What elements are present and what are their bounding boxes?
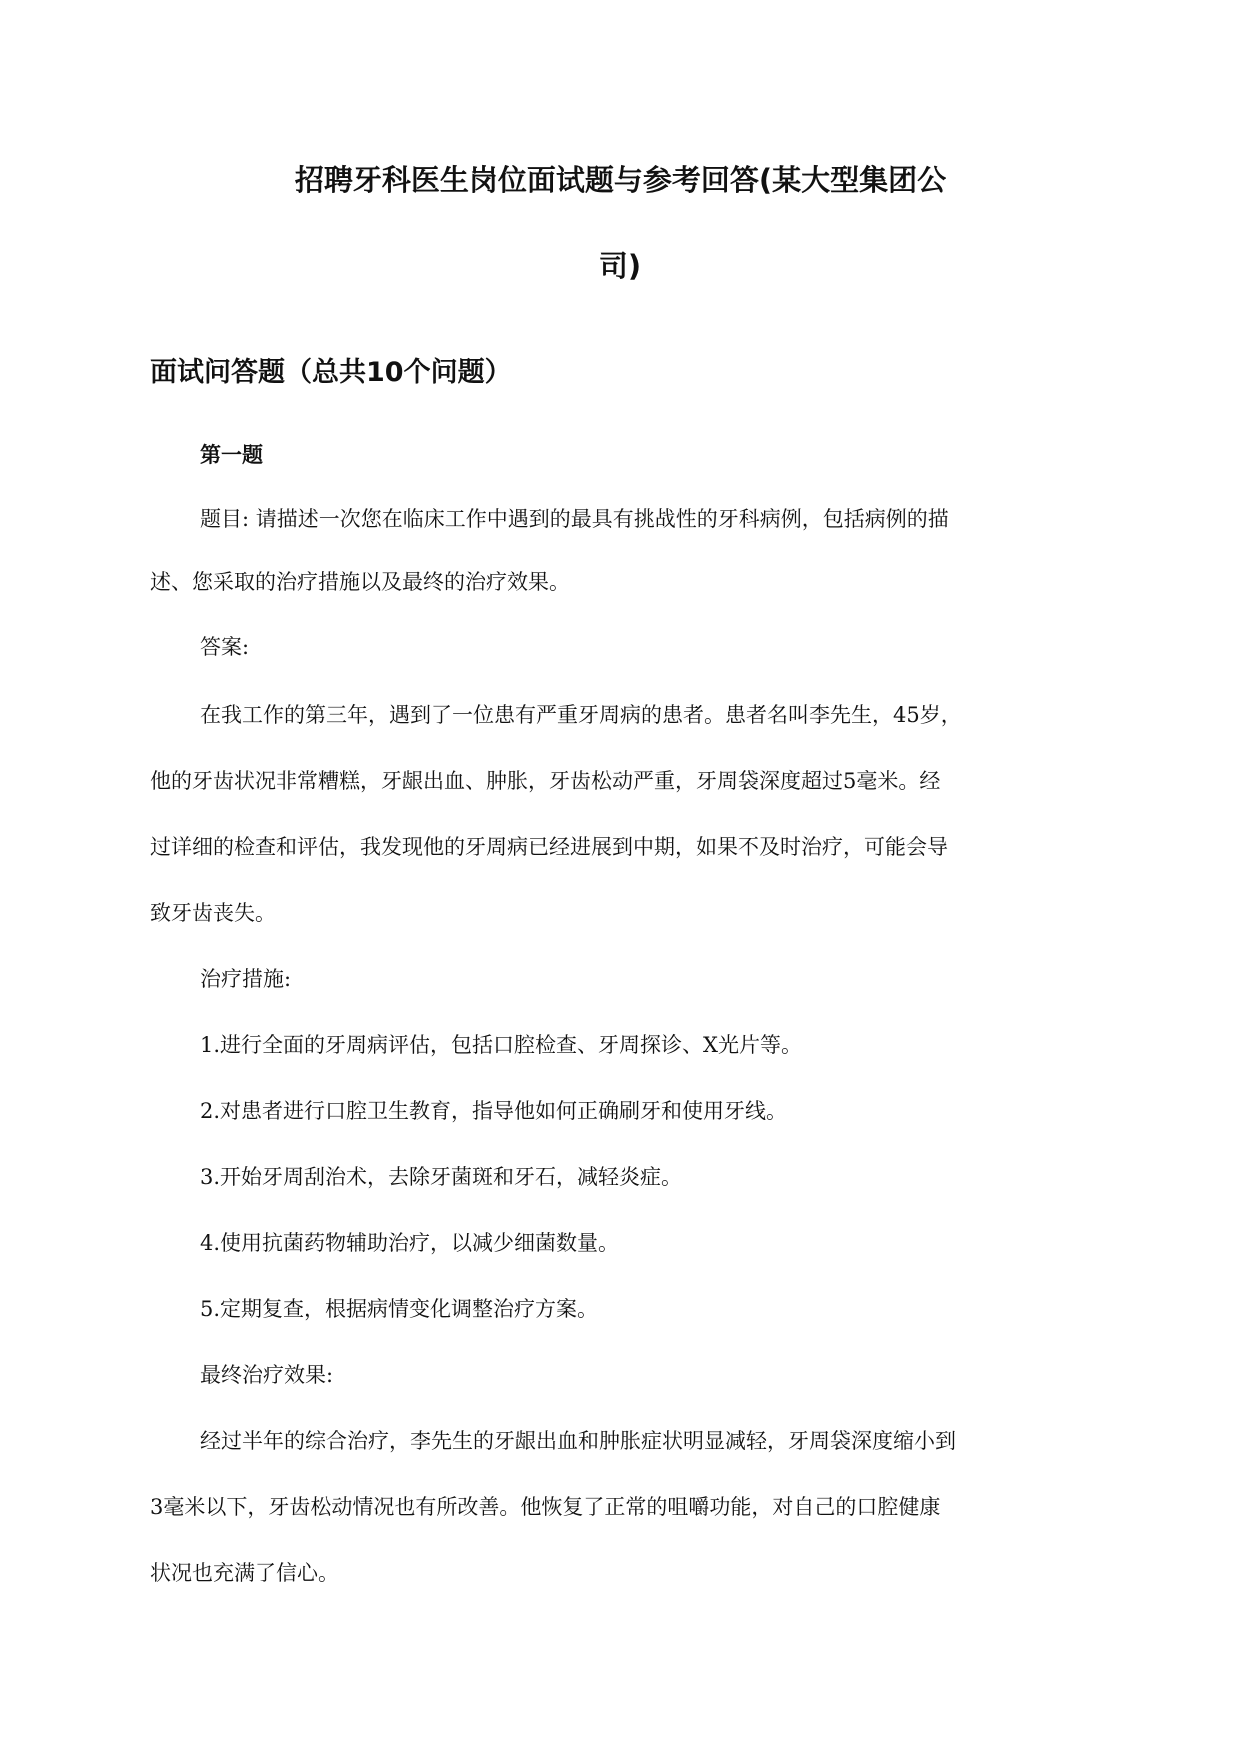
document-title-line-1: 招聘牙科医生岗位面试题与参考回答(某大型集团公	[294, 163, 947, 197]
result-label: 最终治疗效果:	[200, 1363, 334, 1387]
document-title-line-2: 司)	[598, 249, 642, 283]
case-text-line-3: 过详细的检查和评估，我发现他的牙周病已经进展到中期，如果不及时治疗，可能会导	[150, 835, 948, 859]
measure-item-2: 2.对患者进行口腔卫生教育，指导他如何正确刷牙和使用牙线。	[200, 1099, 788, 1123]
question-heading: 第一题	[200, 443, 263, 467]
section-heading: 面试问答题（总共10个问题）	[150, 357, 512, 388]
measure-item-5: 5.定期复查，根据病情变化调整治疗方案。	[200, 1297, 599, 1321]
case-text-line-2: 他的牙齿状况非常糟糕，牙龈出血、肿胀，牙齿松动严重，牙周袋深度超过5毫米。经	[150, 769, 941, 793]
case-text-line-1: 在我工作的第三年，遇到了一位患有严重牙周病的患者。患者名叫李先生，45岁，	[200, 703, 962, 727]
measure-item-4: 4.使用抗菌药物辅助治疗，以减少细菌数量。	[200, 1231, 620, 1255]
answer-label: 答案:	[200, 635, 250, 659]
measures-label: 治疗措施:	[200, 967, 292, 991]
measure-item-3: 3.开始牙周刮治术，去除牙菌斑和牙石，减轻炎症。	[200, 1165, 683, 1189]
result-text-line-2: 3毫米以下，牙齿松动情况也有所改善。他恢复了正常的咀嚼功能，对自己的口腔健康	[150, 1495, 941, 1519]
result-text-line-1: 经过半年的综合治疗，李先生的牙龈出血和肿胀症状明显减轻，牙周袋深度缩小到	[200, 1429, 956, 1453]
question-text-line-2: 述、您采取的治疗措施以及最终的治疗效果。	[150, 570, 570, 594]
result-text-line-3: 状况也充满了信心。	[150, 1561, 339, 1585]
case-text-line-4: 致牙齿丧失。	[150, 901, 276, 925]
question-text-line-1: 题目: 请描述一次您在临床工作中遇到的最具有挑战性的牙科病例，包括病例的描	[200, 507, 949, 531]
measure-item-1: 1.进行全面的牙周病评估，包括口腔检查、牙周探诊、X光片等。	[200, 1033, 802, 1057]
